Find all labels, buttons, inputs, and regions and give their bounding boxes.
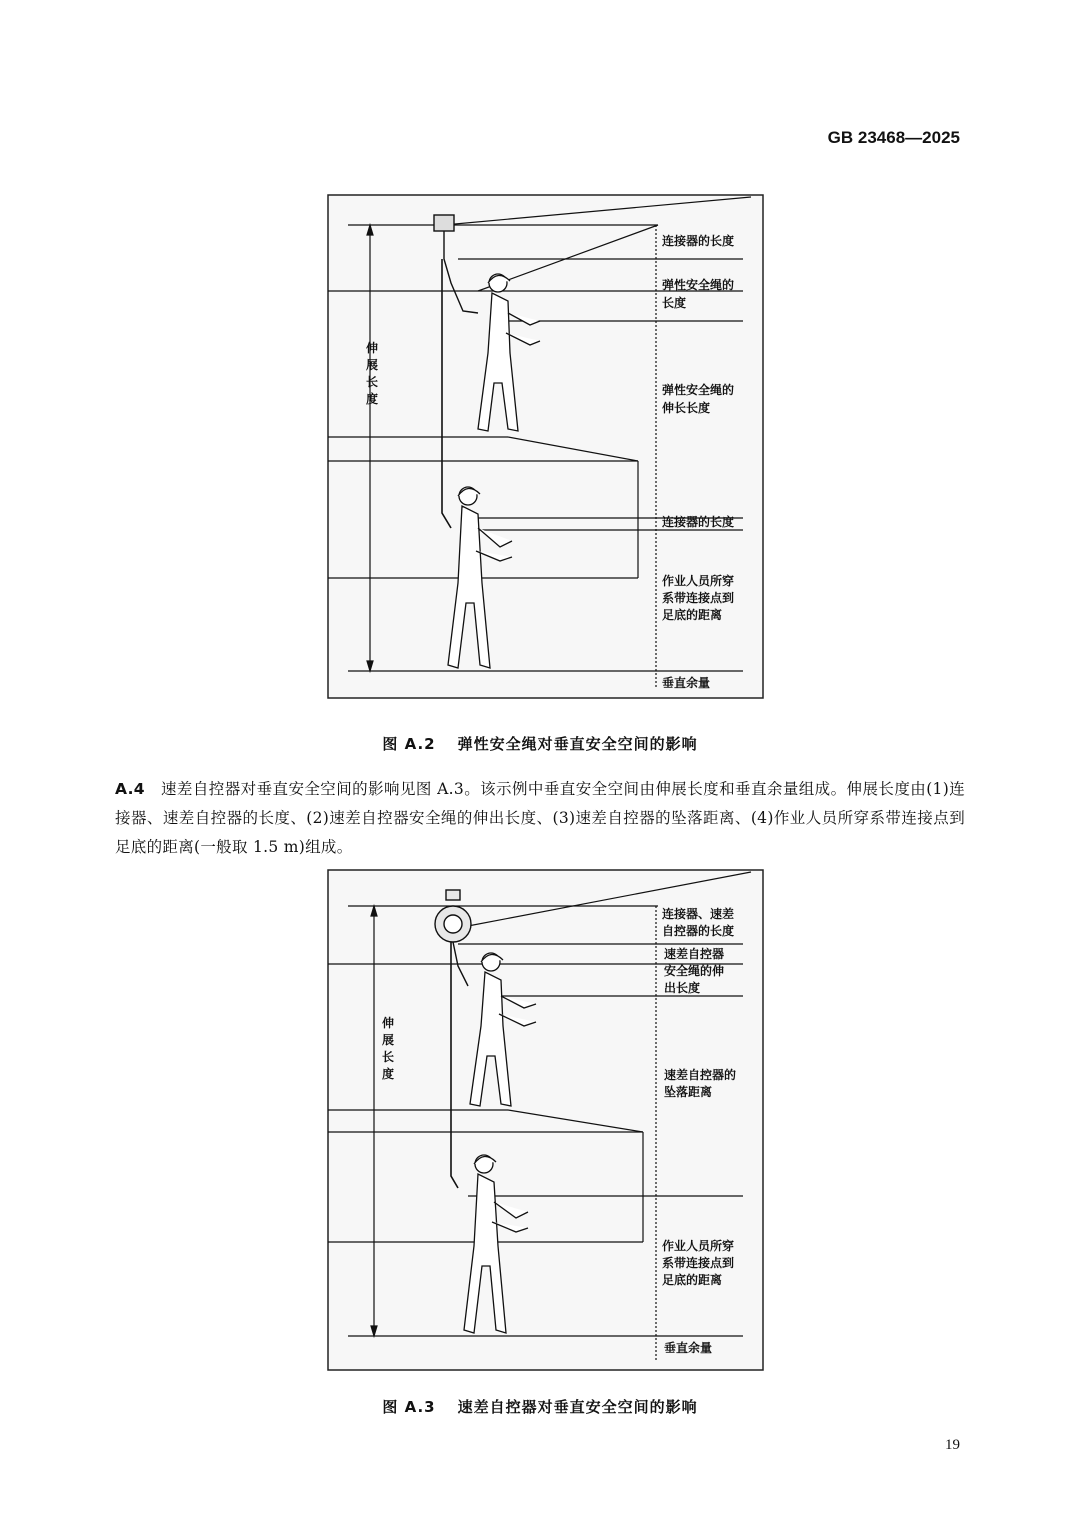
a2-label-connector-len2: 连接器的长度 <box>662 515 735 529</box>
figure-a2-caption-number: 图 A.2 <box>382 735 436 753</box>
figure-a2-diagram <box>318 183 768 709</box>
a2-label-harness-2: 足底的距离 <box>662 608 723 622</box>
a2-side-label-0: 伸 <box>365 341 379 355</box>
figure-a3-diagram <box>318 866 768 1376</box>
page-number: 19 <box>945 1437 960 1453</box>
a3-label-srl-ext-0: 速差自控器 <box>664 947 725 961</box>
a3-label-harness-2: 足底的距离 <box>662 1273 723 1287</box>
standard-code: GB 23468—2025 <box>827 128 960 147</box>
figure-a2-caption-text: 弹性安全绳对垂直安全空间的影响 <box>457 735 698 753</box>
a3-side-label-1: 展 <box>381 1033 395 1047</box>
clause-text: 速差自控器对垂直安全空间的影响见图 A.3。该示例中垂直安全空间由伸展长度和垂直余量组成。伸展长度由(1)连接器、速差自控器的长度、(2)速差自控器安全绳的伸出长度、(3)速差自控器的坠落距离、(4)作业人员所穿系带连接点到足底的距离(一般取 1.5 m)组成。 <box>115 780 965 856</box>
a3-label-clearance: 垂直余量 <box>664 1341 713 1355</box>
a2-label-harness-1: 系带连接点到 <box>662 591 735 605</box>
figure-a3-caption-text: 速差自控器对垂直安全空间的影响 <box>457 1398 698 1416</box>
a3-side-label-2: 长 <box>381 1050 395 1064</box>
a2-label-harness-0: 作业人员所穿 <box>662 574 735 588</box>
a2-label-rope-len-0: 弹性安全绳的 <box>662 278 735 292</box>
a3-label-srl-fall-1: 坠落距离 <box>664 1085 713 1099</box>
a2-label-rope-stretch-1: 伸长长度 <box>662 401 711 415</box>
a3-label-connector-srl-1: 自控器的长度 <box>662 924 735 938</box>
a3-side-label-3: 度 <box>381 1067 395 1081</box>
clause-a4-paragraph <box>115 775 965 862</box>
a2-label-rope-stretch-0: 弹性安全绳的 <box>662 383 735 397</box>
a2-label-connector-len: 连接器的长度 <box>662 234 735 248</box>
a2-side-label-3: 度 <box>365 392 379 406</box>
a3-label-harness-0: 作业人员所穿 <box>662 1239 735 1253</box>
figure-a3-caption-number: 图 A.3 <box>382 1398 436 1416</box>
a2-label-rope-len-1: 长度 <box>662 296 687 310</box>
a2-label-clearance: 垂直余量 <box>662 676 711 690</box>
a3-label-harness-1: 系带连接点到 <box>662 1256 735 1270</box>
a2-side-label-1: 展 <box>365 358 379 372</box>
a3-label-srl-ext-1: 安全绳的伸 <box>664 964 725 978</box>
figure-a3-caption <box>0 1396 1080 1417</box>
figure-a2-caption <box>0 733 1080 754</box>
a3-side-label-0: 伸 <box>381 1016 395 1030</box>
a2-side-label-2: 长 <box>365 375 379 389</box>
clause-number: A.4 <box>115 780 145 798</box>
a3-label-srl-fall-0: 速差自控器的 <box>664 1068 737 1082</box>
a3-label-srl-ext-2: 出长度 <box>664 981 701 995</box>
a3-label-connector-srl-0: 连接器、速差 <box>662 907 735 921</box>
